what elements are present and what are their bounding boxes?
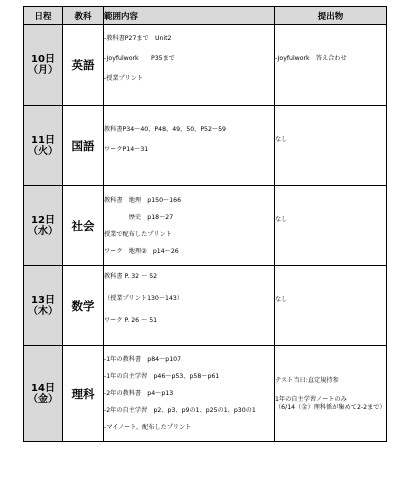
- day-cell: [24, 106, 63, 186]
- subject-cell: 数学: [63, 266, 104, 346]
- range-cell: [104, 186, 275, 266]
- table-row: [24, 186, 387, 266]
- header-submission: 提出物: [275, 7, 387, 25]
- exam-schedule-table: [23, 6, 387, 442]
- date: 12日: [31, 214, 55, 226]
- submission-cell: [275, 106, 387, 186]
- range-line: -2年の教科書 p4～p13: [104, 390, 174, 397]
- range-line: -マイノート、配布したプリント: [104, 424, 192, 431]
- date: 14日: [31, 382, 55, 394]
- range-line: 授業で配布したプリント: [104, 230, 172, 238]
- submission-cell: [275, 346, 387, 442]
- day-cell: [24, 266, 63, 346]
- day-cell: [24, 186, 63, 266]
- table-row: [24, 106, 387, 186]
- submission-cell: [275, 25, 387, 106]
- range-line: 教科書 P. 32 ～ 52: [104, 272, 158, 280]
- submission-line: -Joyfulwork 答え合わせ: [275, 55, 347, 62]
- range-line: -1年の自主学習 p46～p53、p58～p61: [104, 373, 220, 380]
- range-cell: [104, 266, 275, 346]
- table-row: [24, 25, 387, 106]
- range-line: -教科書P27まで Unit2: [104, 35, 172, 42]
- range-line: 歴史 p18～27: [104, 213, 174, 221]
- table-row: [24, 346, 387, 442]
- range-line: ワークP14～31: [104, 145, 149, 153]
- header-row: [24, 7, 387, 25]
- subject-cell: 理科: [63, 346, 104, 442]
- range-line: -2年の自主学習 p2、p3、p9の1、p25の1、p30の1: [104, 407, 256, 414]
- range-cell: [104, 106, 275, 186]
- header-range: 範囲内容: [104, 7, 275, 25]
- weekday: （水）: [28, 225, 58, 237]
- day-cell: [24, 346, 63, 442]
- submission-cell: [275, 266, 387, 346]
- header-subject: 教科: [63, 7, 104, 25]
- submission-line: なし: [275, 215, 288, 223]
- range-line: （授業プリント130～143）: [104, 294, 184, 302]
- weekday: （月）: [28, 65, 58, 76]
- weekday: （金）: [28, 393, 58, 405]
- weekday: （木）: [28, 305, 58, 317]
- table-row: [24, 266, 387, 346]
- range-line: 教科書 地理 p150～166: [104, 196, 182, 204]
- range-line: ワーク P. 26 ～ 51: [104, 316, 158, 324]
- submission-line: なし: [275, 295, 288, 303]
- subject-cell: 国語: [63, 106, 104, 186]
- weekday: （火）: [28, 145, 58, 157]
- subject-cell: 社会: [63, 186, 104, 266]
- range-line: ワーク 地理② p14～26: [104, 247, 179, 255]
- range-line: -授業プリント: [104, 75, 144, 82]
- range-line: -Joyfulwork P35まで: [104, 55, 175, 62]
- header-day: 日程: [24, 7, 63, 25]
- submission-line: テスト当日:直定規持参: [275, 376, 339, 384]
- subject-cell: 英語: [63, 25, 104, 106]
- date: 13日: [31, 294, 55, 306]
- range-line: 教科書P34～40、P48、49、50、P52～59: [104, 125, 226, 133]
- date: 11日: [31, 134, 55, 146]
- range-line: -1年の教科書 p84～p107: [104, 356, 182, 363]
- submission-line: なし: [275, 135, 288, 143]
- range-cell: [104, 25, 275, 106]
- range-cell: [104, 346, 275, 442]
- date: 10日: [31, 54, 55, 65]
- submission-line: 1年の自主学習ノートのみ: [275, 395, 347, 403]
- day-cell: [24, 25, 63, 106]
- submission-line: （6/14（金）理科係が集めて2-2まで）: [275, 403, 386, 411]
- submission-cell: [275, 186, 387, 266]
